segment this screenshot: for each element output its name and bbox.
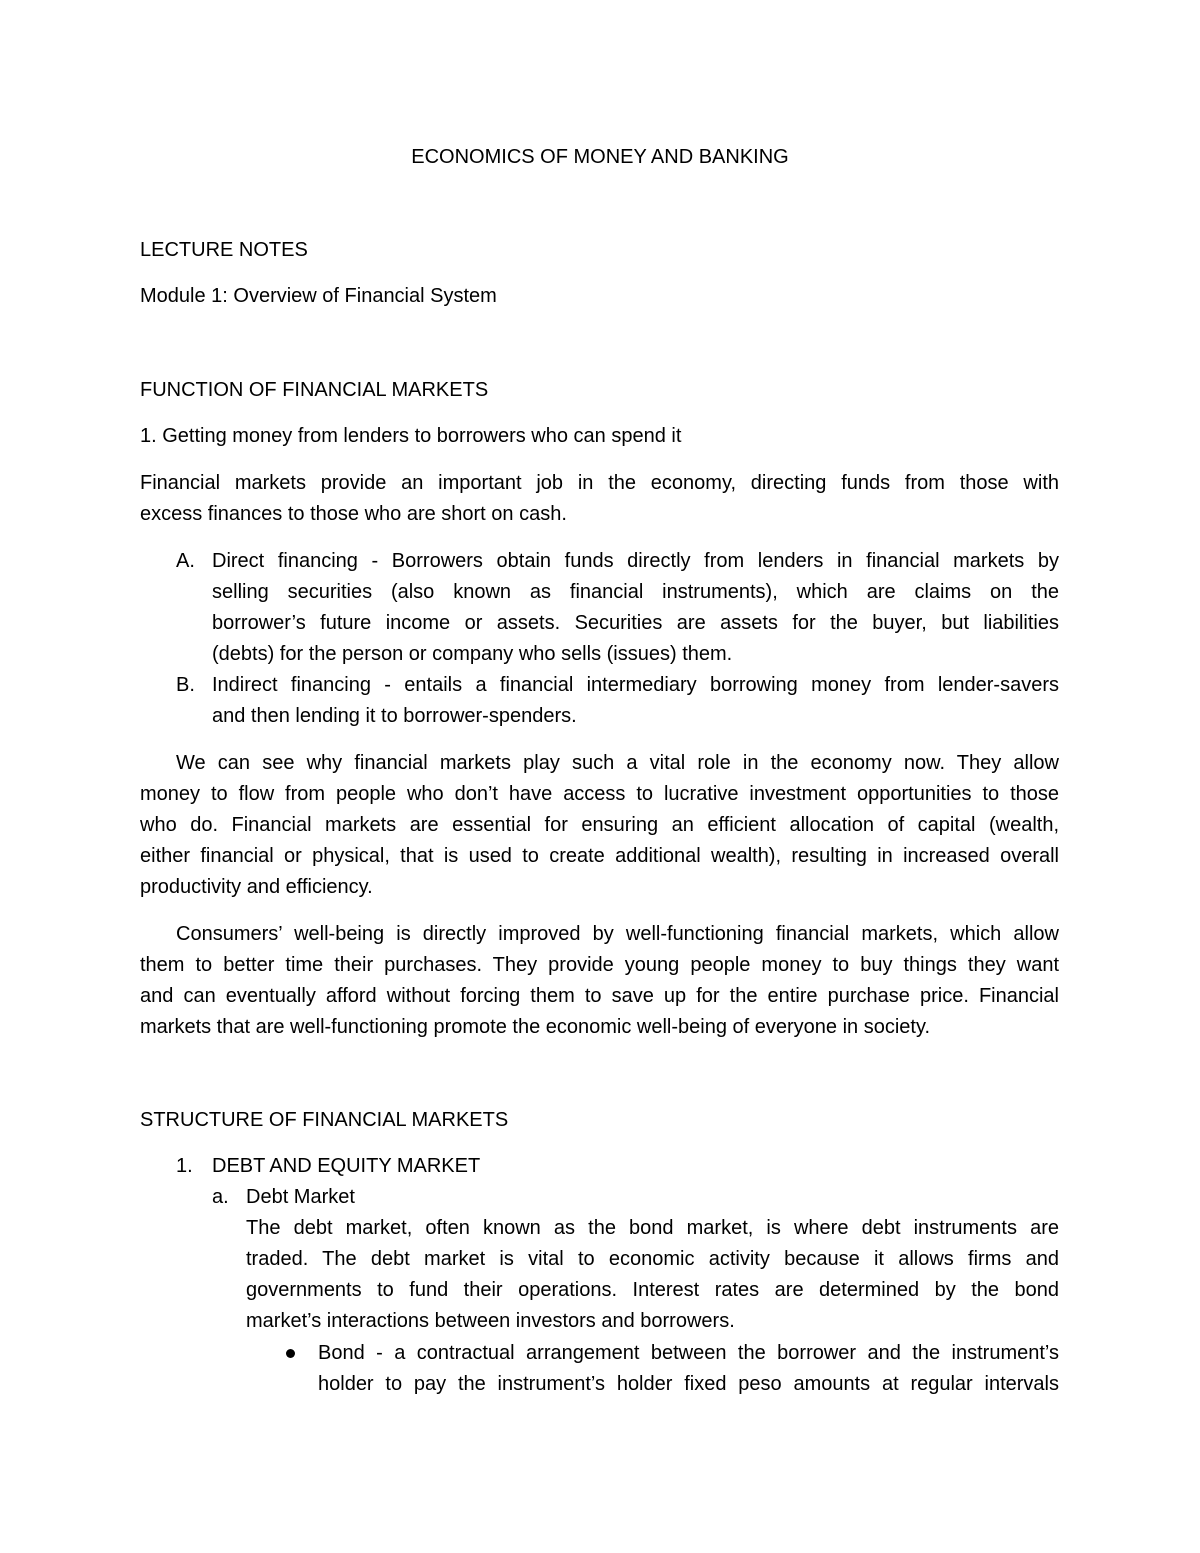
list-item-debt-equity: DEBT AND EQUITY MARKET bbox=[212, 1155, 481, 1177]
section-heading-structure: STRUCTURE OF FINANCIAL MARKETS bbox=[140, 1109, 509, 1131]
list-marker-b: B. bbox=[176, 674, 195, 696]
list-item-line: Direct financing - Borrowers obtain funds directly from lenders in financial markets by bbox=[212, 550, 1059, 572]
paragraph-line: governments to fund their operations. Interest rates are determined by the bond bbox=[246, 1279, 1059, 1301]
list-item-line: (debts) for the person or company who sells (issues) them. bbox=[212, 643, 733, 665]
bullet-item-line: Bond - a contractual arrangement between the borrower and the instrument’s bbox=[318, 1342, 1059, 1364]
paragraph-line: markets that are well-functioning promote the economic well-being of everyone in society. bbox=[140, 1016, 931, 1038]
module-title: Module 1: Overview of Financial System bbox=[140, 285, 497, 307]
list-item-line: borrower’s future income or assets. Securities are assets for the buyer, but liabilities bbox=[212, 612, 1059, 634]
paragraph-line: money to flow from people who don’t have access to lucrative investment opportunities to those bbox=[140, 783, 1059, 805]
list-marker-a-sub: a. bbox=[212, 1186, 229, 1208]
paragraph-line: The debt market, often known as the bond market, is where debt instruments are bbox=[246, 1217, 1059, 1239]
list-marker-1: 1. bbox=[176, 1155, 193, 1177]
bullet-icon bbox=[286, 1349, 295, 1358]
paragraph-line: excess finances to those who are short on cash. bbox=[140, 503, 567, 525]
paragraph-line: Financial markets provide an important job in the economy, directing funds from those with bbox=[140, 472, 1059, 494]
paragraph-line: Consumers’ well-being is directly improved by well-functioning financial markets, which allow bbox=[176, 923, 1059, 945]
document-title: ECONOMICS OF MONEY AND BANKING bbox=[411, 146, 789, 168]
paragraph-line: traded. The debt market is vital to economic activity because it allows firms and bbox=[246, 1248, 1059, 1270]
paragraph-line: market’s interactions between investors and borrowers. bbox=[246, 1310, 735, 1332]
list-item-line: Indirect financing - entails a financial intermediary borrowing money from lender-savers bbox=[212, 674, 1059, 696]
paragraph-line: and can eventually afford without forcing them to save up for the entire purchase price. Financial bbox=[140, 985, 1059, 1007]
section-heading-function: FUNCTION OF FINANCIAL MARKETS bbox=[140, 379, 489, 401]
paragraph-line: who do. Financial markets are essential for ensuring an efficient allocation of capital (wealth, bbox=[140, 814, 1059, 836]
list-item-line: selling securities (also known as financial instruments), which are claims on the bbox=[212, 581, 1059, 603]
bullet-item-line: holder to pay the instrument’s holder fixed peso amounts at regular intervals bbox=[318, 1373, 1059, 1395]
list-item-line: and then lending it to borrower-spenders. bbox=[212, 705, 577, 727]
paragraph-line: them to better time their purchases. They provide young people money to buy things they want bbox=[140, 954, 1059, 976]
subtitle: LECTURE NOTES bbox=[140, 239, 308, 261]
point-heading: 1. Getting money from lenders to borrowers who can spend it bbox=[140, 425, 682, 447]
paragraph-line: either financial or physical, that is used to create additional wealth), resulting in increased overall bbox=[140, 845, 1059, 867]
paragraph-line: productivity and efficiency. bbox=[140, 876, 373, 898]
list-marker-a: A. bbox=[176, 550, 195, 572]
sub-item-debt-market: Debt Market bbox=[246, 1186, 355, 1208]
paragraph-line: We can see why financial markets play such a vital role in the economy now. They allow bbox=[176, 752, 1059, 774]
